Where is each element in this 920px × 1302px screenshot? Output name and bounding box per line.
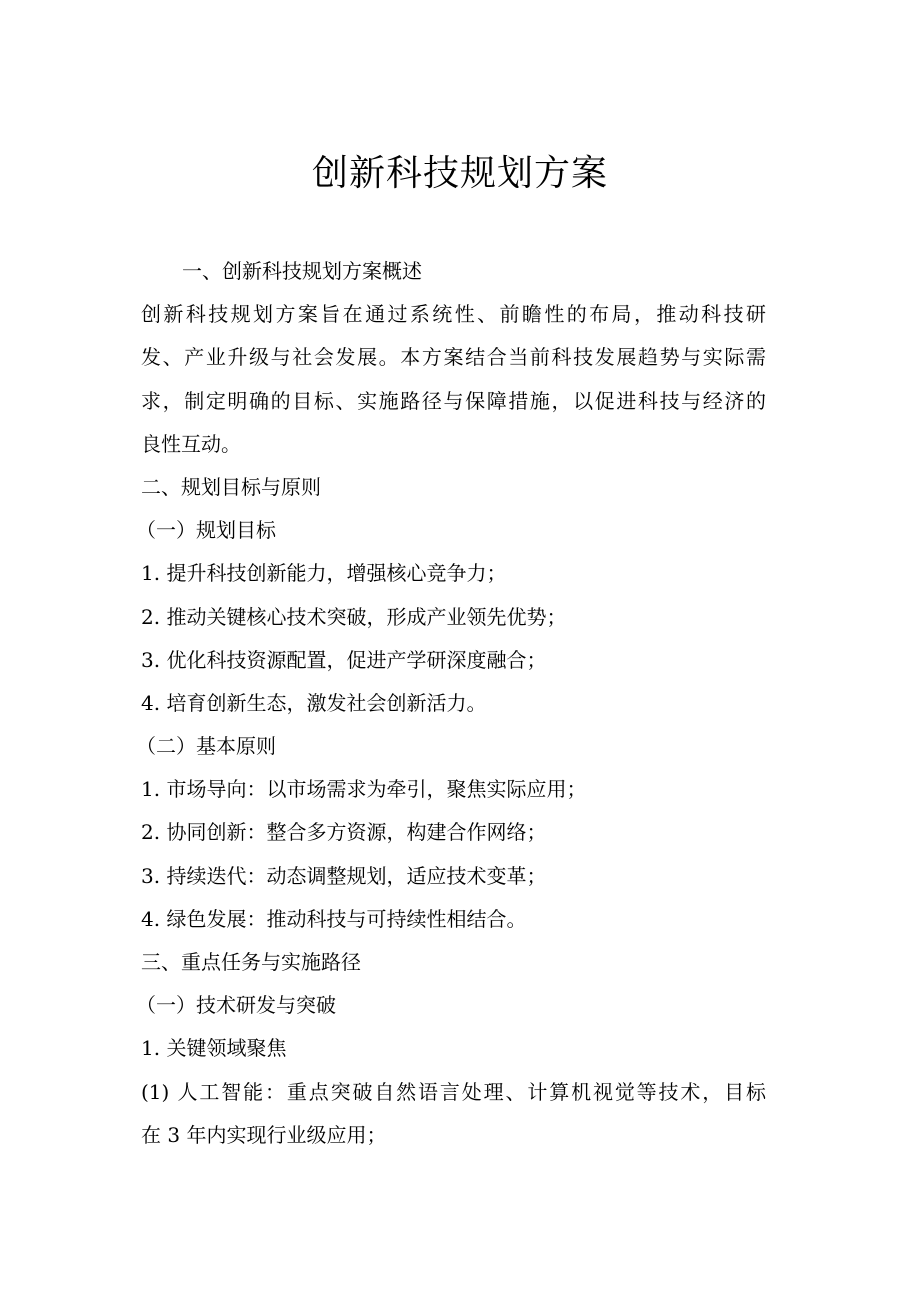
paragraph-line: 良性互动。 xyxy=(141,431,241,456)
list-item: 1. 市场导向：以市场需求为牵引，聚焦实际应用； xyxy=(141,777,587,802)
section-heading-overview: 一、创新科技规划方案概述 xyxy=(182,259,422,283)
document-title: 创新科技规划方案 xyxy=(311,153,608,194)
list-item: 4. 培育创新生态，激发社会创新活力。 xyxy=(141,690,487,715)
subsection-heading: （一）技术研发与突破 xyxy=(136,993,336,1018)
subsection-heading: （一）规划目标 xyxy=(136,518,276,543)
list-item: (1) 人工智能：重点突破自然语言处理、计算机视觉等技术，目标 xyxy=(141,1079,766,1104)
subsection-heading: （二）基本原则 xyxy=(136,734,276,759)
paragraph-line: 求，制定明确的目标、实施路径与保障措施，以促进科技与经济的 xyxy=(141,388,766,413)
list-item: 2. 推动关键核心技术突破，形成产业领先优势； xyxy=(141,604,567,629)
list-item: 3. 优化科技资源配置，促进产学研深度融合； xyxy=(141,647,547,672)
list-item: 2. 协同创新：整合多方资源，构建合作网络； xyxy=(141,820,547,845)
list-item: 在 3 年内实现行业级应用； xyxy=(141,1122,387,1147)
document-body xyxy=(136,250,781,1157)
list-item: 1. 关键领域聚焦 xyxy=(141,1036,287,1061)
list-item: 3. 持续迭代：动态调整规划，适应技术变革； xyxy=(141,863,547,888)
paragraph-line: 创新科技规划方案旨在通过系统性、前瞻性的布局，推动科技研 xyxy=(141,302,766,327)
list-item: 4. 绿色发展：推动科技与可持续性相结合。 xyxy=(141,906,527,931)
paragraph-line: 发、产业升级与社会发展。本方案结合当前科技发展趋势与实际需 xyxy=(141,345,766,370)
list-item: 1. 提升科技创新能力，增强核心竞争力； xyxy=(141,561,507,586)
section-heading-goals: 二、规划目标与原则 xyxy=(141,474,321,499)
section-heading-tasks: 三、重点任务与实施路径 xyxy=(141,950,361,974)
